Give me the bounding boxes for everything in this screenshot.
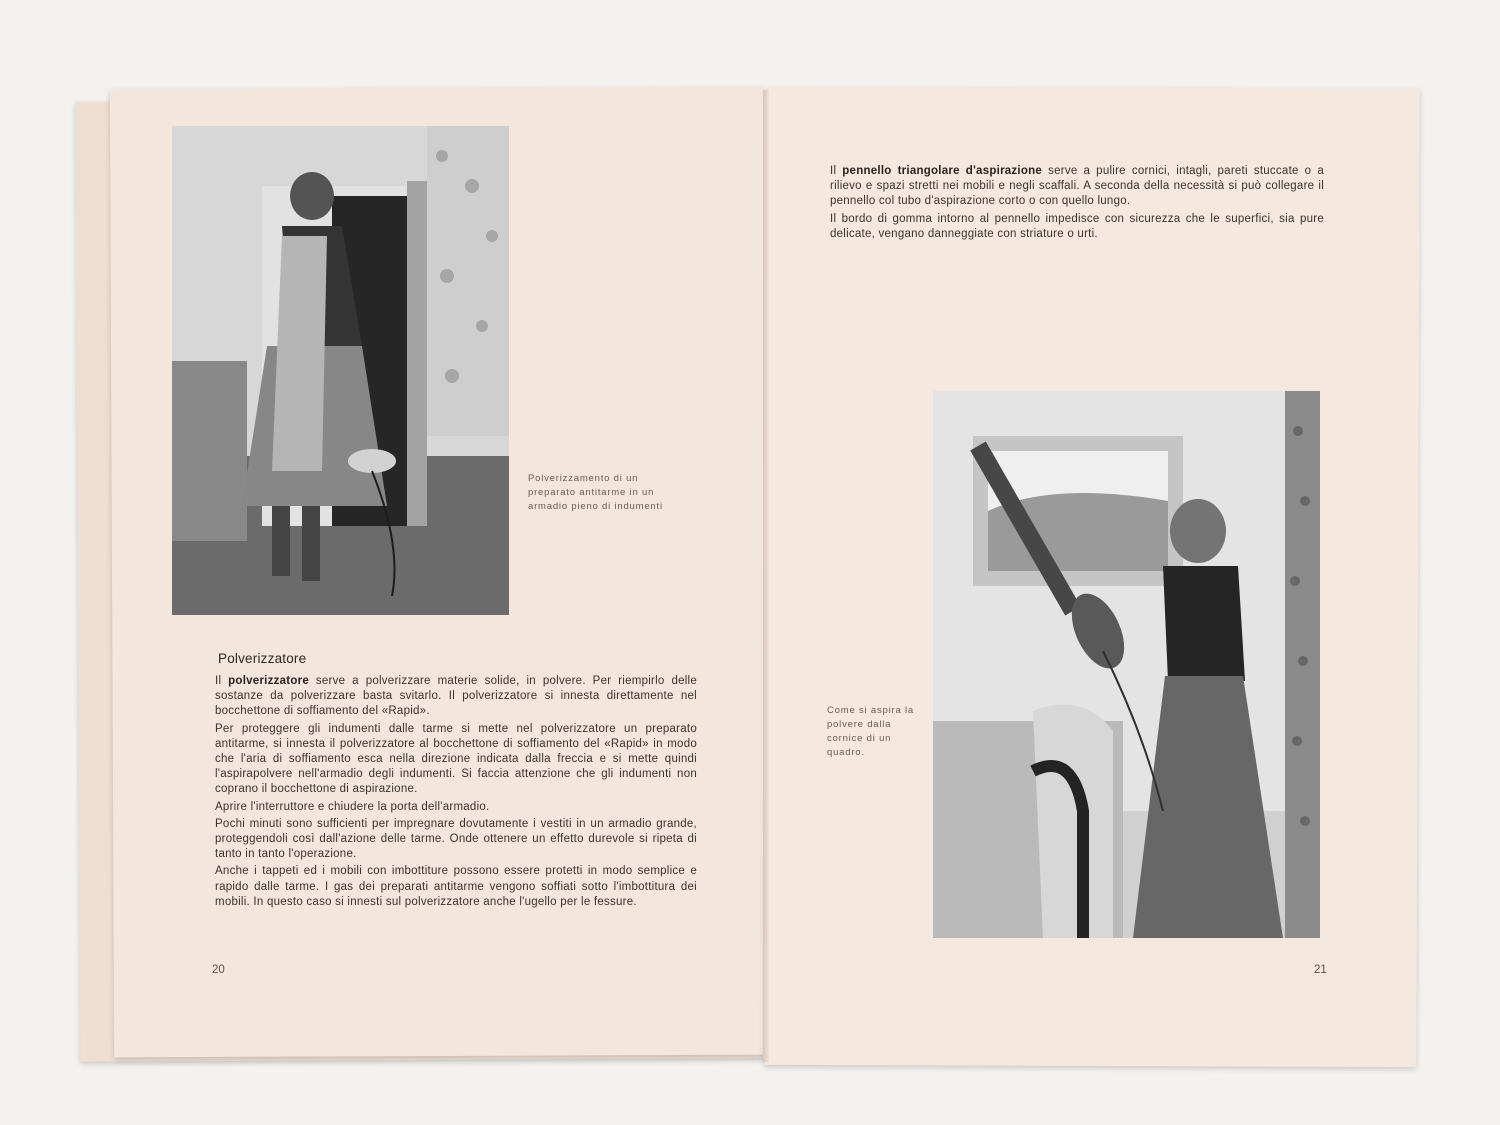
left-paragraph-5: Anche i tappeti ed i mobili con imbottiture possono essere protetti in modo semplice e rapido dalle tarme. I gas dei preparati antitarme vengono soffiati sotto l'imbottitura dei mobili. In questo caso si innesti sul polverizzatore anche l'ugello per le fessure. xyxy=(215,865,697,908)
book-spine xyxy=(763,90,769,1062)
left-paragraph-3: Aprire l'interruttore e chiudere la porta dell'armadio. xyxy=(215,800,490,813)
left-paragraph-2: Per proteggere gli indumenti dalle tarme si mette nel polverizzatore un preparato antitarme, si innesta il polverizzatore al bocchettone di soffiamento del «Rapid» in modo che l'aria di soffiamento esca nella direzione indicata dalla freccia e si mette quindi l'aspirapolvere nell'armadio degli indumenti. Si faccia attenzione che gli indumenti non coprano il bocchettone di aspirazione. xyxy=(215,722,697,796)
picture-frame-photo xyxy=(933,391,1320,938)
right-photo-caption: Come si aspira la polvere dalla cornice di un quadro. xyxy=(827,705,914,758)
right-body-text xyxy=(830,164,1324,244)
left-page-number: 20 xyxy=(212,964,225,976)
left-body-text xyxy=(215,674,697,912)
left-paragraph-1: Il polverizzatore serve a polverizzare materie solide, in polvere. Per riempirlo delle sostanze da polverizzare basta svitarlo. Il polverizzatore si innesta direttamente nel bocchettone di soffiamento del «Rapid». xyxy=(215,675,697,718)
left-paragraph-4: Pochi minuti sono sufficienti per impregnare dovutamente i vestiti in un armadio grande, proteggendoli così dall'azione delle tarme. Onde ottenere un effetto durevole si ripeta di tanto in tanto l'operazione. xyxy=(215,817,697,861)
left-photo-caption: Polverizzamento di un preparato antitarme in un armadio pieno di indumenti xyxy=(528,473,663,512)
right-paragraph-1: Il pennello triangolare d'aspirazione serve a pulire cornici, intagli, pareti stuccate o a rilievo e spazi stretti nei mobili e negli scaffali. A seconda della necessità si può collegare il pennello col tubo d'aspirazione corto o con quello lungo. xyxy=(830,165,1324,208)
right-page-number: 21 xyxy=(1314,964,1327,976)
right-paragraph-2: Il bordo di gomma intorno al pennello impedisce con sicurezza che le superfici, sia pure delicate, vengano danneggiate con striature o urti. xyxy=(830,212,1324,240)
section-heading: Polverizzatore xyxy=(218,651,307,666)
wardrobe-photo xyxy=(172,126,509,615)
